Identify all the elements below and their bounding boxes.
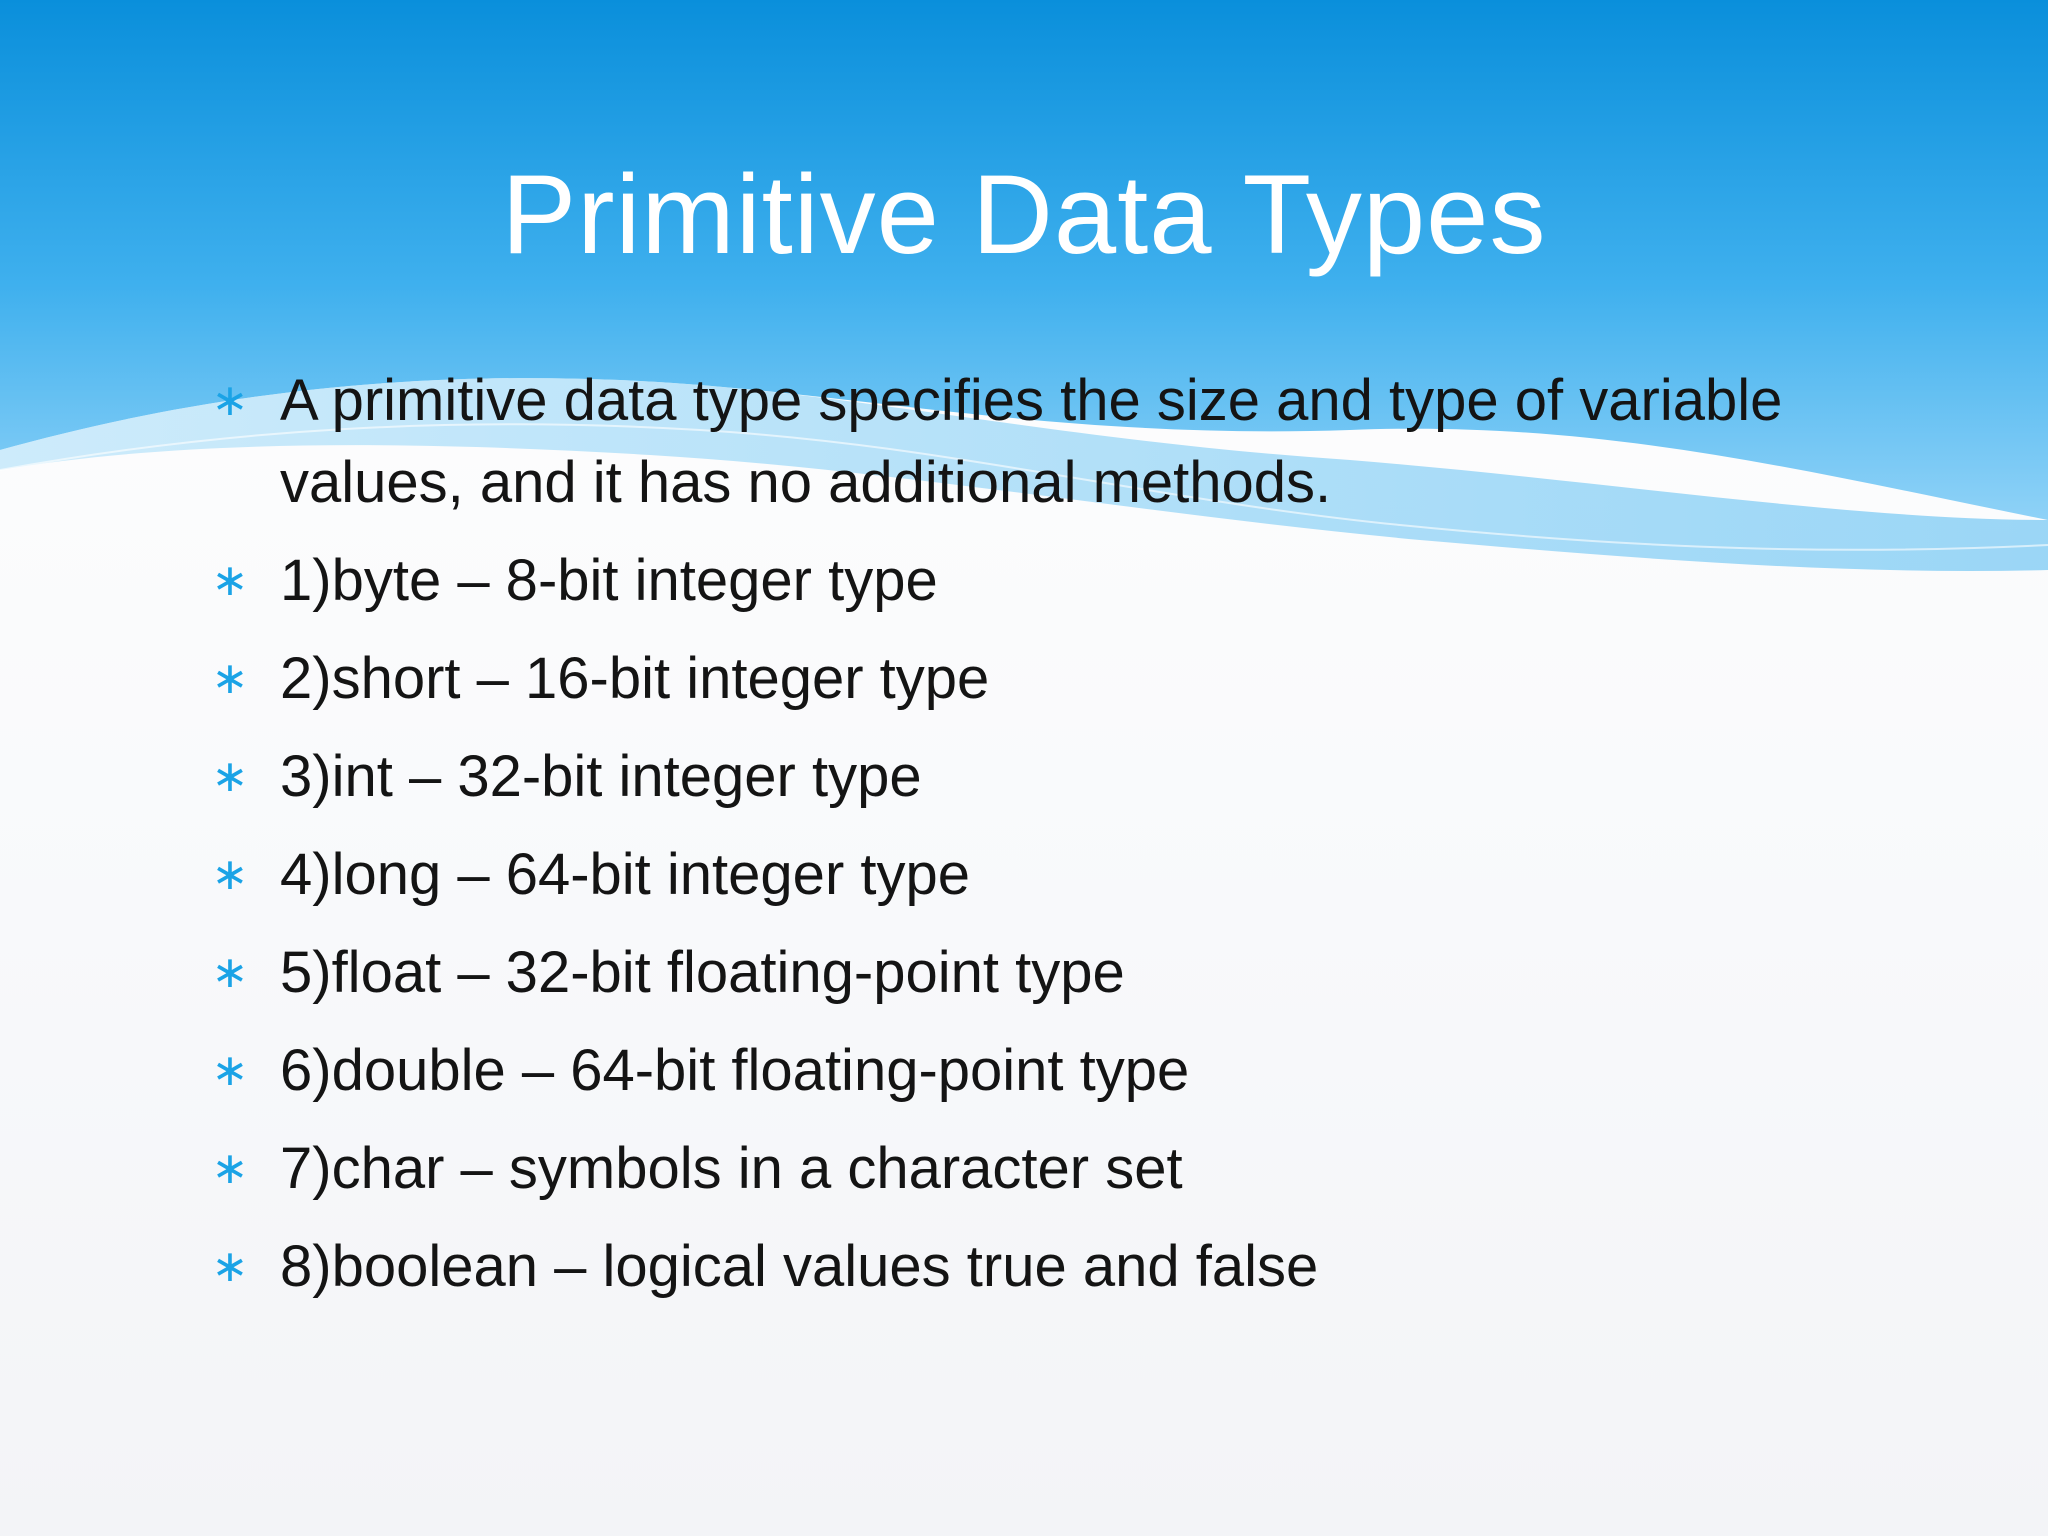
bullet-text: 7)char – symbols in a character set xyxy=(280,1136,1183,1201)
asterisk-bullet-icon: ∗ xyxy=(211,1045,249,1096)
bullet-item xyxy=(210,360,1810,524)
bullet-text: 1)byte – 8-bit integer type xyxy=(280,548,938,613)
bullet-item xyxy=(210,834,1810,916)
bullet-item xyxy=(210,1128,1810,1210)
bullet-item xyxy=(210,638,1810,720)
bullet-list xyxy=(210,360,1810,1324)
bullet-text: 5)float – 32-bit floating-point type xyxy=(280,940,1125,1005)
bullet-text: 3)int – 32-bit integer type xyxy=(280,744,922,809)
asterisk-bullet-icon: ∗ xyxy=(211,849,249,900)
bullet-text: 2)short – 16-bit integer type xyxy=(280,646,990,711)
asterisk-bullet-icon: ∗ xyxy=(211,375,249,426)
bullet-text: A primitive data type specifies the size and type of variable values, and it has no additional methods. xyxy=(280,368,1783,515)
asterisk-bullet-icon: ∗ xyxy=(211,751,249,802)
asterisk-bullet-icon: ∗ xyxy=(211,947,249,998)
bullet-text: 4)long – 64-bit integer type xyxy=(280,842,970,907)
slide-title: Primitive Data Types xyxy=(501,152,1547,277)
asterisk-bullet-icon: ∗ xyxy=(211,1241,249,1292)
asterisk-bullet-icon: ∗ xyxy=(211,653,249,704)
bullet-text: 8)boolean – logical values true and false xyxy=(280,1234,1319,1299)
bullet-item xyxy=(210,736,1810,818)
asterisk-bullet-icon: ∗ xyxy=(211,1143,249,1194)
bullet-item xyxy=(210,1030,1810,1112)
asterisk-bullet-icon: ∗ xyxy=(211,555,249,606)
bullet-item xyxy=(210,1226,1810,1308)
bullet-item xyxy=(210,540,1810,622)
bullet-text: 6)double – 64-bit floating-point type xyxy=(280,1038,1190,1103)
bullet-item xyxy=(210,932,1810,1014)
